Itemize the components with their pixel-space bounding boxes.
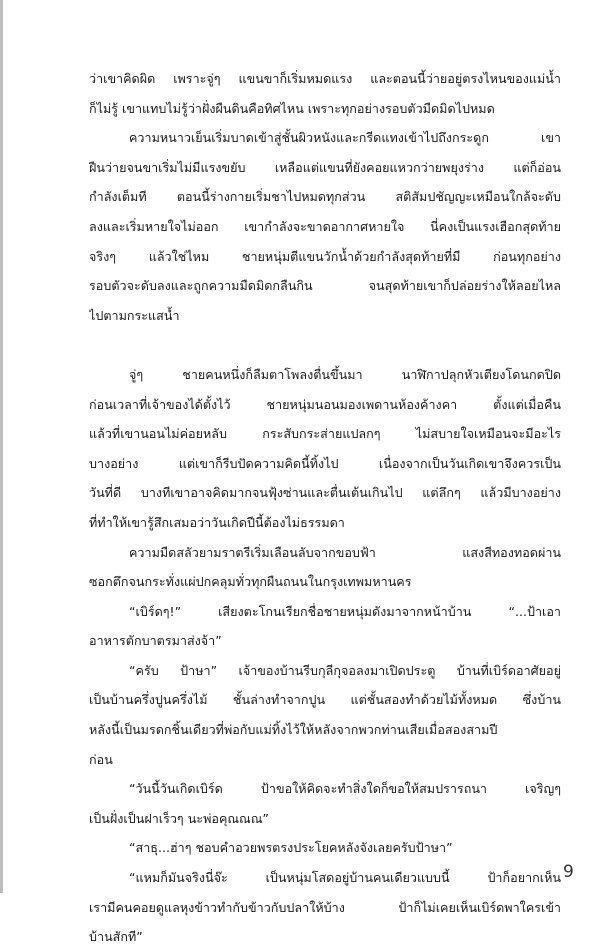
text-line: ลงและเริ่มหายใจไม่ออก เขากำลังจะขาดอากาศหายใจ นี่คงเป็นแรงเฮือกสุดท้าย <box>89 218 561 234</box>
text-line: จริงๆ แล้วใช่ไหม ชายหนุ่มตีแขนวักน้ำด้วยกำลังสุดท้ายที่มี ก่อนทุกอย่าง <box>89 248 561 264</box>
text-line: ฝืนว่ายจนขาเริ่มไม่มีแรงขยับ เหลือแต่แขนที่ยังคอยแหวกว่ายพยุงร่าง แต่ก็อ่อน <box>89 159 561 175</box>
page-number: 9 <box>563 862 574 882</box>
section-break <box>89 330 561 360</box>
text-line: “สาธุ...ฮ่าๆ ชอบคำอวยพรตรงประโยคหลังจังเลยครับป้าษา” <box>129 840 453 856</box>
body-text <box>89 64 561 952</box>
text-line: เรามีคนคอยดูแลหุงข้าวทำกับข้าวกับปลาให้บ้าง ป้าก็ไม่เคยเห็นเบิร์ดพาใครเข้า <box>89 899 561 915</box>
text-line: บางอย่าง แต่เขาก็รีบปัดความคิดนี้ทิ้งไป เนื่องจากเป็นวันเกิดเขาจึงควรเป็น <box>89 455 561 471</box>
text-line: เป็นบ้านครึ่งปูนครึ่งไม้ ชั้นล่างทำจากปูน แต่ชั้นสองทำด้วยไม้ทั้งหมด ซึ่งบ้าน <box>89 692 561 708</box>
text-line: ก็ไม่รู้ เขาแทบไม่รู้ว่าฝั่งผืนดินคือทิศไหน เพราะทุกอย่างรอบตัวมืดมิดไปหมด <box>89 100 495 116</box>
text-line: ซอกตึกจนกระทั่งแผ่ปกคลุมทั่วทุกผืนถนนในกรุงเทพมหานคร <box>89 574 412 590</box>
text-line: แล้วที่เขานอนไม่ค่อยหลับ กระสับกระส่ายแปลกๆ ไม่สบายใจเหมือนจะมีอะไร <box>89 426 561 442</box>
scan-edge <box>0 0 3 893</box>
text-line: จู่ๆ ชายคนหนึ่งก็ลืมตาโพลงตื่นขึ้นมา นาฬิกาปลุกหัวเตียงโดนกดปิด <box>129 366 561 382</box>
text-line: ความหนาวเย็นเริ่มบาดเข้าสู่ชั้นผิวหนังและกรีดแทงเข้าไปถึงกระดูก เขา <box>129 130 561 146</box>
text-line: “เบิร์ดๆ!” เสียงตะโกนเรียกชื่อชายหนุ่มดังมาจากหน้าบ้าน “...ป้าเอา <box>129 603 561 619</box>
text-line: ที่ทำให้เขารู้สึกเสมอว่าวันเกิดปีนี้ต้องไม่ธรรมดา <box>89 514 345 530</box>
text-line: เป็นฝั่งเป็นฝาเร็วๆ นะพ่อคุณณณ” <box>89 810 269 826</box>
text-line: ความมืดสลัวยามราตรีเริ่มเลือนลับจากขอบฟ้า แสงสีทองทอดผ่าน <box>129 544 561 560</box>
text-line: ก่อนเวลาที่เจ้าของได้ตั้งไว้ ชายหนุ่มนอนมองเพดานห้องค้างคา ตั้งแต่เมื่อคืน <box>89 396 561 412</box>
text-line: ว่าเขาคิดผิด เพราะจู่ๆ แขนขาก็เริ่มหมดแรง และตอนนี้ว่ายอยู่ตรงไหนของแม่น้ำ <box>89 71 561 86</box>
text-line: หลังนี้เป็นมรดกชิ้นเดียวที่พ่อกับแม่ทิ้งไว้ให้หลังจากพวกท่านเสียเมื่อสองสามปี <box>89 722 498 738</box>
text-line: ก่อน <box>89 751 113 767</box>
text-line: วันที่ดี บางทีเขาอาจคิดมากจนฟุ้งซ่านและตื่นเต้นเกินไป แต่ลึกๆ แล้วมีบางอย่าง <box>89 485 561 501</box>
text-line: กำลังเต็มที ตอนนี้ร่างกายเริ่มชาไปหมดทุกส่วน สติสัมปชัญญะเหมือนใกล้จะดับ <box>89 189 561 205</box>
text-line: อาหารตักบาตรมาส่งจ้า” <box>89 633 222 649</box>
text-line: “แหมก็มันจริงนี่จ๊ะ เป็นหนุ่มโสดอยู่บ้านคนเดียวแบบนี้ ป้าก็อยากเห็น <box>129 870 561 886</box>
text-line: “วันนี้วันเกิดเบิร์ด ป้าขอให้คิดจะทำสิ่งใดก็ขอให้สมปรารถนา เจริญๆ <box>129 781 561 797</box>
text-line: บ้านสักที” <box>89 929 143 945</box>
text-line: ไปตามกระแสน้ำ <box>89 307 180 323</box>
text-line: “ครับ ป้าษา” เจ้าของบ้านรีบกุลีกุจอลงมาเปิดประตู บ้านที่เบิร์ดอาศัยอยู่ <box>129 662 561 678</box>
text-line: รอบตัวจะดับลงและถูกความมืดมิดกลืนกิน จนสุดท้ายเขาก็ปล่อยร่างให้ลอยไหล <box>89 278 561 294</box>
